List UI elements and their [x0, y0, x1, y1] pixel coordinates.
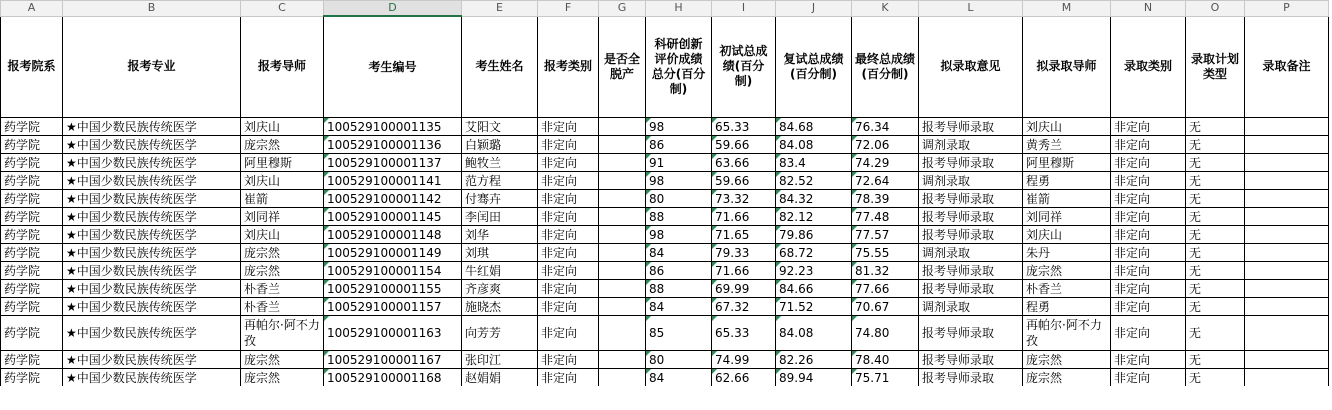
table-cell[interactable]: 65.33: [712, 118, 776, 136]
table-row: [1, 351, 1329, 369]
table-cell[interactable]: 药学院: [1, 226, 63, 244]
table-cell[interactable]: 84: [646, 244, 712, 262]
table-cell[interactable]: 朴香兰: [241, 280, 324, 298]
column-header-o[interactable]: O: [1186, 1, 1245, 17]
table-cell[interactable]: 83.4: [776, 154, 852, 172]
table-cell[interactable]: 72.64: [852, 172, 919, 190]
table-cell[interactable]: 86: [646, 136, 712, 154]
table-row: [1, 190, 1329, 208]
table-cell[interactable]: 白颖璐: [462, 136, 538, 154]
table-cell[interactable]: 药学院: [1, 190, 63, 208]
table-cell[interactable]: 药学院: [1, 369, 63, 387]
table-cell[interactable]: 非定向: [1111, 118, 1186, 136]
table-cell[interactable]: 71.65: [712, 226, 776, 244]
table-cell[interactable]: 李闰田: [462, 208, 538, 226]
table-cell[interactable]: 药学院: [1, 316, 63, 351]
table-cell[interactable]: 药学院: [1, 280, 63, 298]
table-cell[interactable]: ★中国少数民族传统医学: [63, 136, 241, 154]
table-cell[interactable]: 78.39: [852, 190, 919, 208]
table-cell[interactable]: 非定向: [538, 226, 599, 244]
table-cell[interactable]: [1245, 226, 1329, 244]
table-cell[interactable]: 75.71: [852, 369, 919, 387]
table-cell[interactable]: 88: [646, 280, 712, 298]
header-cell[interactable]: 科研创新评价成绩总分(百分制): [646, 16, 712, 118]
table-cell[interactable]: 98: [646, 118, 712, 136]
table-cell[interactable]: 报考导师录取: [919, 226, 1023, 244]
table-cell[interactable]: 施晓杰: [462, 298, 538, 316]
table-cell[interactable]: ★中国少数民族传统医学: [63, 262, 241, 280]
table-cell[interactable]: 范方程: [462, 172, 538, 190]
table-cell[interactable]: [1245, 369, 1329, 387]
table-cell[interactable]: [599, 154, 646, 172]
table-cell[interactable]: 89.94: [776, 369, 852, 387]
table-cell[interactable]: 68.72: [776, 244, 852, 262]
table-cell[interactable]: ★中国少数民族传统医学: [63, 208, 241, 226]
table-cell[interactable]: 非定向: [538, 154, 599, 172]
table-cell[interactable]: 齐彦爽: [462, 280, 538, 298]
column-header-e[interactable]: E: [462, 1, 538, 17]
table-cell[interactable]: ★中国少数民族传统医学: [63, 172, 241, 190]
table-cell[interactable]: [1245, 351, 1329, 369]
table-cell[interactable]: 100529100001145: [324, 208, 462, 226]
table-cell[interactable]: 无: [1186, 208, 1245, 226]
table-row: [1, 369, 1329, 387]
table-cell[interactable]: 100529100001137: [324, 154, 462, 172]
table-cell[interactable]: 100529100001167: [324, 351, 462, 369]
table-cell[interactable]: ★中国少数民族传统医学: [63, 351, 241, 369]
table-cell[interactable]: 非定向: [538, 118, 599, 136]
table-cell[interactable]: 100529100001149: [324, 244, 462, 262]
table-cell[interactable]: 再帕尔·阿不力孜: [241, 316, 324, 351]
table-cell[interactable]: 59.66: [712, 172, 776, 190]
table-cell[interactable]: 庞宗然: [1023, 262, 1111, 280]
table-cell[interactable]: 无: [1186, 316, 1245, 351]
header-cell[interactable]: 报考类别: [538, 16, 599, 118]
table-cell[interactable]: 药学院: [1, 351, 63, 369]
table-cell[interactable]: [599, 244, 646, 262]
table-cell[interactable]: 报考导师录取: [919, 351, 1023, 369]
table-cell[interactable]: 非定向: [538, 136, 599, 154]
table-cell[interactable]: [1245, 298, 1329, 316]
table-cell[interactable]: 报考导师录取: [919, 118, 1023, 136]
table-cell[interactable]: ★中国少数民族传统医学: [63, 298, 241, 316]
table-cell[interactable]: 84.08: [776, 136, 852, 154]
table-cell[interactable]: 82.52: [776, 172, 852, 190]
column-header-d[interactable]: D: [324, 1, 462, 17]
table-cell[interactable]: 刘庆山: [241, 172, 324, 190]
table-cell[interactable]: 刘琪: [462, 244, 538, 262]
table-cell[interactable]: 76.34: [852, 118, 919, 136]
table-cell[interactable]: 84: [646, 369, 712, 387]
table-cell[interactable]: [1245, 244, 1329, 262]
table-cell[interactable]: 非定向: [538, 262, 599, 280]
column-header-p[interactable]: P: [1245, 1, 1329, 17]
table-cell[interactable]: 阿里穆斯: [1023, 154, 1111, 172]
table-cell[interactable]: 非定向: [538, 172, 599, 190]
column-header-n[interactable]: N: [1111, 1, 1186, 17]
table-cell[interactable]: 报考导师录取: [919, 316, 1023, 351]
table-cell[interactable]: 刘庆山: [1023, 226, 1111, 244]
table-cell[interactable]: 程勇: [1023, 298, 1111, 316]
header-cell[interactable]: 报考院系: [1, 16, 63, 118]
table-cell[interactable]: 药学院: [1, 154, 63, 172]
table-cell[interactable]: 非定向: [538, 369, 599, 387]
table-cell[interactable]: 非定向: [1111, 190, 1186, 208]
table-cell[interactable]: 79.33: [712, 244, 776, 262]
table-cell[interactable]: 牛红娟: [462, 262, 538, 280]
table-cell[interactable]: 报考导师录取: [919, 280, 1023, 298]
table-cell[interactable]: [599, 226, 646, 244]
table-cell[interactable]: 庞宗然: [1023, 351, 1111, 369]
table-cell[interactable]: 报考导师录取: [919, 262, 1023, 280]
table-cell[interactable]: 非定向: [1111, 226, 1186, 244]
table-cell[interactable]: 非定向: [538, 298, 599, 316]
table-cell[interactable]: 74.29: [852, 154, 919, 172]
table-cell[interactable]: 78.40: [852, 351, 919, 369]
table-cell[interactable]: 药学院: [1, 118, 63, 136]
table-cell[interactable]: 无: [1186, 262, 1245, 280]
table-cell[interactable]: 赵娟娟: [462, 369, 538, 387]
header-cell[interactable]: 录取计划类型: [1186, 16, 1245, 118]
table-cell[interactable]: [599, 172, 646, 190]
table-cell[interactable]: 72.06: [852, 136, 919, 154]
table-cell[interactable]: 调剂录取: [919, 136, 1023, 154]
table-cell[interactable]: 100529100001163: [324, 316, 462, 351]
header-cell[interactable]: 报考专业: [63, 16, 241, 118]
header-cell[interactable]: 初试总成绩(百分制): [712, 16, 776, 118]
table-cell[interactable]: [599, 136, 646, 154]
table-cell[interactable]: 调剂录取: [919, 172, 1023, 190]
table-row: [1, 316, 1329, 351]
table-cell[interactable]: ★中国少数民族传统医学: [63, 244, 241, 262]
table-cell[interactable]: [599, 280, 646, 298]
table-cell[interactable]: 非定向: [538, 208, 599, 226]
table-cell[interactable]: [599, 298, 646, 316]
table-cell[interactable]: 62.66: [712, 369, 776, 387]
column-header-l[interactable]: L: [919, 1, 1023, 17]
header-cell[interactable]: 考生姓名: [462, 16, 538, 118]
table-cell[interactable]: 70.67: [852, 298, 919, 316]
table-cell[interactable]: 无: [1186, 136, 1245, 154]
table-cell[interactable]: 报考导师录取: [919, 154, 1023, 172]
table-cell[interactable]: 非定向: [1111, 136, 1186, 154]
table-cell[interactable]: 80: [646, 190, 712, 208]
table-cell[interactable]: 100529100001154: [324, 262, 462, 280]
table-cell[interactable]: 71.66: [712, 262, 776, 280]
table-cell[interactable]: 艾阳文: [462, 118, 538, 136]
table-cell[interactable]: 刘庆山: [241, 118, 324, 136]
table-cell[interactable]: [1245, 316, 1329, 351]
column-header-g[interactable]: G: [599, 1, 646, 17]
table-cell[interactable]: 100529100001136: [324, 136, 462, 154]
table-cell[interactable]: 79.86: [776, 226, 852, 244]
table-cell[interactable]: 非定向: [538, 280, 599, 298]
table-cell[interactable]: 朴香兰: [241, 298, 324, 316]
table-cell[interactable]: ★中国少数民族传统医学: [63, 280, 241, 298]
table-cell[interactable]: 非定向: [538, 244, 599, 262]
table-cell[interactable]: 无: [1186, 369, 1245, 387]
table-cell[interactable]: 无: [1186, 190, 1245, 208]
table-row: [1, 244, 1329, 262]
table-row: [1, 136, 1329, 154]
table-row: [1, 208, 1329, 226]
table-cell[interactable]: ★中国少数民族传统医学: [63, 154, 241, 172]
table-cell[interactable]: 84.68: [776, 118, 852, 136]
header-cell[interactable]: 拟录取意见: [919, 16, 1023, 118]
table-cell[interactable]: 84: [646, 298, 712, 316]
table-cell[interactable]: 崔箭: [241, 190, 324, 208]
table-cell[interactable]: 非定向: [538, 316, 599, 351]
table-cell[interactable]: 非定向: [1111, 316, 1186, 351]
table-cell[interactable]: 100529100001142: [324, 190, 462, 208]
table-cell[interactable]: 刘庆山: [241, 226, 324, 244]
table-cell[interactable]: ★中国少数民族传统医学: [63, 369, 241, 387]
table-cell[interactable]: 77.48: [852, 208, 919, 226]
table-cell[interactable]: [1245, 118, 1329, 136]
header-cell[interactable]: 复试总成绩(百分制): [776, 16, 852, 118]
table-cell[interactable]: 100529100001135: [324, 118, 462, 136]
table-cell[interactable]: 非定向: [1111, 244, 1186, 262]
table-cell[interactable]: 无: [1186, 172, 1245, 190]
table-row: [1, 118, 1329, 136]
table-cell[interactable]: 100529100001155: [324, 280, 462, 298]
column-header-f[interactable]: F: [538, 1, 599, 17]
table-cell[interactable]: 向芳芳: [462, 316, 538, 351]
table-cell[interactable]: 92.23: [776, 262, 852, 280]
table-cell[interactable]: 71.66: [712, 208, 776, 226]
table-cell[interactable]: 庞宗然: [241, 244, 324, 262]
table-cell[interactable]: 100529100001148: [324, 226, 462, 244]
table-cell[interactable]: 刘同祥: [1023, 208, 1111, 226]
table-cell[interactable]: 崔箭: [1023, 190, 1111, 208]
table-cell[interactable]: 59.66: [712, 136, 776, 154]
table-cell[interactable]: 63.66: [712, 154, 776, 172]
table-cell[interactable]: [599, 316, 646, 351]
table-cell[interactable]: 庞宗然: [241, 369, 324, 387]
table-cell[interactable]: 报考导师录取: [919, 208, 1023, 226]
header-cell[interactable]: 是否全脱产: [599, 16, 646, 118]
table-cell[interactable]: [1245, 208, 1329, 226]
table-row: [1, 298, 1329, 316]
table-cell[interactable]: 74.80: [852, 316, 919, 351]
table-cell[interactable]: 80: [646, 351, 712, 369]
table-cell[interactable]: 74.99: [712, 351, 776, 369]
table-cell[interactable]: 86: [646, 262, 712, 280]
table-cell[interactable]: [599, 190, 646, 208]
table-cell[interactable]: 82.26: [776, 351, 852, 369]
table-cell[interactable]: 非定向: [1111, 369, 1186, 387]
table-cell[interactable]: 77.57: [852, 226, 919, 244]
table-cell[interactable]: 庞宗然: [241, 136, 324, 154]
table-cell[interactable]: 报考导师录取: [919, 190, 1023, 208]
column-header-m[interactable]: M: [1023, 1, 1111, 17]
table-cell[interactable]: 非定向: [1111, 172, 1186, 190]
table-cell[interactable]: 再帕尔·阿不力孜: [1023, 316, 1111, 351]
column-header-c[interactable]: C: [241, 1, 324, 17]
table-cell[interactable]: 75.55: [852, 244, 919, 262]
column-header-k[interactable]: K: [852, 1, 919, 17]
column-header-h[interactable]: H: [646, 1, 712, 17]
table-cell[interactable]: 阿里穆斯: [241, 154, 324, 172]
table-cell[interactable]: 药学院: [1, 244, 63, 262]
table-cell[interactable]: 无: [1186, 226, 1245, 244]
table-cell[interactable]: 朱丹: [1023, 244, 1111, 262]
header-cell[interactable]: 考生编号: [324, 16, 462, 118]
table-cell[interactable]: [599, 262, 646, 280]
table-cell[interactable]: 100529100001168: [324, 369, 462, 387]
table-cell[interactable]: 84.66: [776, 280, 852, 298]
table-cell[interactable]: 非定向: [1111, 154, 1186, 172]
table-cell[interactable]: 71.52: [776, 298, 852, 316]
table-cell[interactable]: 非定向: [1111, 262, 1186, 280]
table-cell[interactable]: [1245, 172, 1329, 190]
table-cell[interactable]: 朴香兰: [1023, 280, 1111, 298]
table-cell[interactable]: 药学院: [1, 208, 63, 226]
table-cell[interactable]: [599, 351, 646, 369]
table-cell[interactable]: [599, 369, 646, 387]
table-cell[interactable]: 刘华: [462, 226, 538, 244]
table-cell[interactable]: 69.99: [712, 280, 776, 298]
table-cell[interactable]: [599, 118, 646, 136]
table-cell[interactable]: 鲍牧兰: [462, 154, 538, 172]
table-cell[interactable]: [1245, 262, 1329, 280]
table-cell[interactable]: 药学院: [1, 172, 63, 190]
table-cell[interactable]: ★中国少数民族传统医学: [63, 190, 241, 208]
table-cell[interactable]: 85: [646, 316, 712, 351]
table-cell[interactable]: 非定向: [538, 351, 599, 369]
table-cell[interactable]: 65.33: [712, 316, 776, 351]
table-cell[interactable]: ★中国少数民族传统医学: [63, 118, 241, 136]
table-cell[interactable]: 100529100001141: [324, 172, 462, 190]
table-cell[interactable]: 100529100001157: [324, 298, 462, 316]
table-cell[interactable]: 庞宗然: [241, 262, 324, 280]
table-cell[interactable]: 药学院: [1, 298, 63, 316]
table-cell[interactable]: 付骞卉: [462, 190, 538, 208]
table-cell[interactable]: ★中国少数民族传统医学: [63, 316, 241, 351]
table-cell[interactable]: 黄秀兰: [1023, 136, 1111, 154]
table-cell[interactable]: 98: [646, 226, 712, 244]
table-cell[interactable]: 非定向: [1111, 351, 1186, 369]
table-cell[interactable]: 刘庆山: [1023, 118, 1111, 136]
table-cell[interactable]: [599, 208, 646, 226]
table-cell[interactable]: 84.32: [776, 190, 852, 208]
table-row: [1, 154, 1329, 172]
table-cell[interactable]: 84.08: [776, 316, 852, 351]
table-cell[interactable]: 非定向: [1111, 208, 1186, 226]
table-row: [1, 262, 1329, 280]
table-cell[interactable]: 无: [1186, 298, 1245, 316]
header-cell[interactable]: 录取类别: [1111, 16, 1186, 118]
column-header-j[interactable]: J: [776, 1, 852, 17]
table-cell[interactable]: 刘同祥: [241, 208, 324, 226]
table-cell[interactable]: 82.12: [776, 208, 852, 226]
table-cell[interactable]: 88: [646, 208, 712, 226]
empty-sheet-area: [0, 386, 1332, 410]
table-cell[interactable]: 无: [1186, 118, 1245, 136]
header-cell[interactable]: 最终总成绩(百分制): [852, 16, 919, 118]
table-cell[interactable]: [1245, 154, 1329, 172]
table-cell[interactable]: 报考导师录取: [919, 369, 1023, 387]
table-cell[interactable]: 77.66: [852, 280, 919, 298]
table-cell[interactable]: 98: [646, 172, 712, 190]
table-cell[interactable]: [1245, 136, 1329, 154]
table-cell[interactable]: 非定向: [1111, 298, 1186, 316]
column-header-b[interactable]: B: [63, 1, 241, 17]
column-header-a[interactable]: A: [1, 1, 63, 17]
header-cell[interactable]: 报考导师: [241, 16, 324, 118]
table-cell[interactable]: 67.32: [712, 298, 776, 316]
header-cell[interactable]: 录取备注: [1245, 16, 1329, 118]
table-cell[interactable]: [1245, 280, 1329, 298]
table-cell[interactable]: 庞宗然: [241, 351, 324, 369]
table-cell[interactable]: 无: [1186, 244, 1245, 262]
table-cell[interactable]: 73.32: [712, 190, 776, 208]
table-cell[interactable]: 庞宗然: [1023, 369, 1111, 387]
table-cell[interactable]: 非定向: [538, 190, 599, 208]
table-row: [1, 226, 1329, 244]
table-cell[interactable]: 药学院: [1, 136, 63, 154]
table-cell[interactable]: 81.32: [852, 262, 919, 280]
table-cell[interactable]: 非定向: [1111, 280, 1186, 298]
table-cell[interactable]: 调剂录取: [919, 298, 1023, 316]
table-cell[interactable]: 张印江: [462, 351, 538, 369]
table-cell[interactable]: ★中国少数民族传统医学: [63, 226, 241, 244]
table-row: [1, 172, 1329, 190]
table-cell[interactable]: 无: [1186, 154, 1245, 172]
table-cell[interactable]: 调剂录取: [919, 244, 1023, 262]
table-cell[interactable]: 无: [1186, 351, 1245, 369]
table-cell[interactable]: 程勇: [1023, 172, 1111, 190]
table-cell[interactable]: 药学院: [1, 262, 63, 280]
table-cell[interactable]: 91: [646, 154, 712, 172]
table-row: [1, 280, 1329, 298]
column-header-i[interactable]: I: [712, 1, 776, 17]
table-cell[interactable]: 无: [1186, 280, 1245, 298]
table-cell[interactable]: [1245, 190, 1329, 208]
header-cell[interactable]: 拟录取导师: [1023, 16, 1111, 118]
